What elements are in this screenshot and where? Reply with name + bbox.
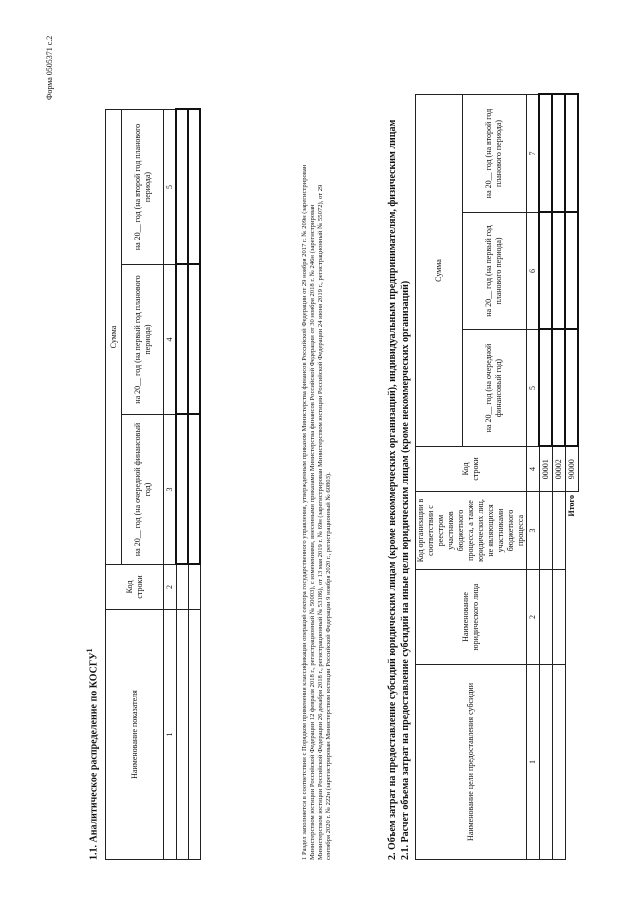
- table-cell: [188, 415, 200, 565]
- col-number: 7: [527, 94, 540, 212]
- table-cell: [188, 610, 200, 860]
- col-number: 5: [527, 330, 540, 447]
- table-row: [188, 109, 200, 859]
- table-cell: [552, 94, 565, 212]
- header-year-2: на 20__ год (на первый год планового периода): [462, 213, 526, 330]
- table-cell: [539, 94, 552, 212]
- total-label: Итого: [566, 495, 576, 517]
- footnote: 1 Раздел заполняется в соответствии с Порядком применения классификации операций сектора государственного управления, утвержденным приказом Министерства финансов Российской Федерации от 29 ноября 2017 г. № 209н (зарегистрирован Министерством юстиции Российской Федерации 12 февраля 2018 г., регистрационный № 50003), с изменениями, внесенными приказами Министерства финансов Российской Федерации от 30 ноября 2018 г. № 246н (зарегистрирован Министерством юстиции Российской Федерации 26 декабря 2018 г., регистрационный № 53186), от 13 мая 2019 г. № 69н (зарегистрирован Министерством юстиции Российской Федерации 24 июня 2019 г., регистрационный № 55072), от 29 сентября 2020 г. № 222н (зарегистрирован Министерством юстиции Российской Федерации 9 ноября 2020 г., регистрационный № 60803).: [301, 164, 332, 860]
- table-cell: [552, 492, 565, 570]
- row-code: 00001: [539, 447, 552, 492]
- form-id: Форма 0505371 с.2: [45, 35, 54, 100]
- table-row: [176, 109, 188, 859]
- table-cell: [539, 570, 552, 665]
- col-number: 1: [527, 665, 540, 860]
- header-purpose: Наименование цели предоставления субсидии: [416, 665, 527, 860]
- table-cell: [176, 565, 188, 610]
- section-2-title: 2. Объем затрат на предоставление субсидий юридическим лицам (кроме некоммерческих организаций), индивидуальным предпринимателям, физическим лицам: [387, 119, 398, 860]
- table-cell: [552, 665, 565, 860]
- total-row: [565, 94, 578, 859]
- col-number: 2: [527, 570, 540, 665]
- col-number: 6: [527, 213, 540, 330]
- col-number: 1: [164, 610, 177, 860]
- table-row: [539, 94, 552, 859]
- total-code: 90000: [565, 447, 578, 492]
- kosgu-table: [105, 108, 201, 860]
- table-cell: [188, 565, 200, 610]
- subsidy-table: [415, 93, 579, 860]
- header-code: Код строки: [106, 565, 164, 610]
- section-2-1-title: 2.1. Расчет объема затрат на предоставление субсидий на иные цели юридическим лицам (кроме некоммерческих организаций): [400, 280, 411, 860]
- header-code: Код строки: [416, 447, 527, 492]
- header-year-3: на 20__ год (на второй год планового периода): [122, 109, 164, 264]
- table-cell: [552, 330, 565, 447]
- table-cell: [176, 265, 188, 415]
- col-number: 4: [164, 265, 177, 415]
- header-entity: Наименование юридического лица: [416, 570, 527, 665]
- section-1-1-title: [85, 648, 99, 860]
- header-org-code: Код организации в соответствии с реестром участников бюджетного процесса, а также юридических лиц, не являющихся участниками бюджетного процесса: [416, 492, 527, 570]
- table-cell: [539, 665, 552, 860]
- table-cell: [188, 265, 200, 415]
- header-sum: Сумма: [106, 109, 122, 564]
- col-number: 3: [164, 415, 177, 565]
- section-1-1-title-text: 1.1. Аналитическое распределение по КОСГУ: [88, 652, 100, 860]
- footnote-ref: 1: [85, 648, 94, 653]
- header-year-1: на 20__ год (на очередной финансовый год): [462, 330, 526, 447]
- table-cell: [539, 492, 552, 570]
- table-cell: [565, 330, 578, 447]
- table-row: [552, 94, 565, 859]
- table-cell: [176, 109, 188, 264]
- header-sum: Сумма: [416, 94, 463, 446]
- header-year-1: на 20__ год (на очередной финансовый год): [122, 415, 164, 565]
- table-cell: [176, 610, 188, 860]
- table-cell: [552, 570, 565, 665]
- table-cell: [188, 109, 200, 264]
- blank-cell: [565, 665, 578, 860]
- table-cell: [552, 213, 565, 330]
- row-code: 00002: [552, 447, 565, 492]
- rotated-form: [45, 35, 605, 860]
- col-number: 4: [527, 447, 540, 492]
- col-number: 5: [164, 109, 177, 264]
- header-year-3: на 20__ год (на второй год планового периода): [462, 94, 526, 212]
- blank-cell: [565, 570, 578, 665]
- table-cell: [565, 94, 578, 212]
- table-cell: [539, 330, 552, 447]
- col-number: 2: [164, 565, 177, 610]
- table-cell: [565, 213, 578, 330]
- table-cell: [176, 415, 188, 565]
- header-indicator: Наименование показателя: [106, 610, 164, 860]
- header-year-2: на 20__ год (на первый год планового периода): [122, 265, 164, 415]
- table-cell: [539, 213, 552, 330]
- col-number: 3: [527, 492, 540, 570]
